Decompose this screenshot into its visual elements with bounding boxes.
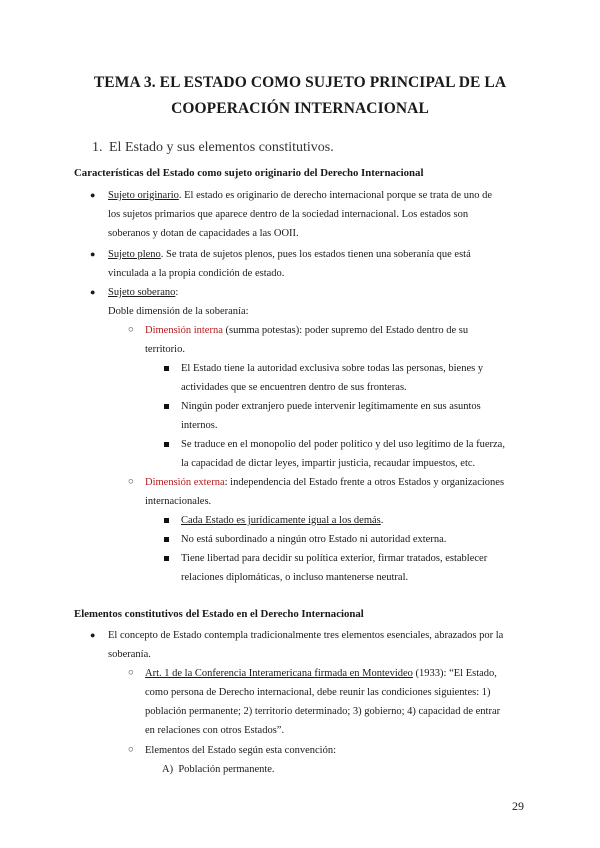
text-line: . El estado es originario de derecho internacional porque se trata de uno de (178, 190, 493, 201)
list-item-interna-1 (181, 359, 526, 397)
term-convencion-montevideo: Art. 1 de la Conferencia Interamericana firmada en Montevideo (145, 668, 413, 679)
text-colon: : (175, 287, 179, 298)
text-line: vinculada a la propia condición de estado. (108, 268, 285, 279)
text-line: internacionales. (145, 496, 212, 507)
text-period: . (380, 515, 384, 526)
term-igualdad-juridica: Cada Estado es jurídicamente igual a los demás (181, 515, 381, 526)
text-line: Ningún poder extranjero puede intervenir legítimamente en sus asuntos (181, 401, 481, 412)
term-dimension-interna: Dimensión interna (145, 325, 223, 336)
paragraph-concepto-estado (108, 626, 526, 664)
text-line: población permanente; 2) territorio determinado; 3) gobierno; 4) capacidad de entrar (145, 706, 501, 717)
paragraph-sujeto-originario (108, 186, 526, 243)
paragraph-sujeto-soberano (108, 283, 526, 321)
text-line: territorio. (145, 344, 185, 355)
text-line: . Se trata de sujetos plenos, pues los estados tienen una soberanía que está (160, 249, 471, 260)
list-item-interna-3 (181, 435, 526, 473)
paragraph-montevideo (145, 664, 526, 740)
text-line: (summa potestas): poder supremo del Estado dentro de su (222, 325, 469, 336)
list-item-interna-2 (181, 397, 526, 435)
text-line: Población permanente. (178, 764, 275, 775)
bullet-icon: ● (90, 190, 96, 200)
square-bullet-icon (164, 366, 169, 371)
page-number: 29 (512, 799, 524, 813)
paragraph-dimension-interna (145, 321, 526, 359)
text-line: Doble dimensión de la soberanía: (108, 306, 249, 317)
term-dimension-externa: Dimensión externa (145, 477, 225, 488)
text-line: la capacidad de dictar leyes, impartir justicia, recaudar impuestos, etc. (181, 458, 476, 469)
text-line: El concepto de Estado contempla tradicionalmente tres elementos esenciales, abrazados por la (108, 630, 504, 641)
text-line: soberanía. (108, 649, 151, 660)
text-line: El Estado tiene la autoridad exclusiva sobre todas las personas, bienes y (181, 363, 484, 374)
section-text: El Estado y sus elementos constitutivos. (109, 140, 334, 155)
square-bullet-icon (164, 518, 169, 523)
text-line: como persona de Derecho internacional, debe reunir las condiciones siguientes: 1) (145, 687, 491, 698)
page-title (60, 70, 540, 122)
list-item-externa-2 (181, 530, 526, 549)
text-line: No está subordinado a ningún otro Estado ni autoridad externa. (181, 534, 447, 545)
square-bullet-icon (164, 537, 169, 542)
text-line: (1933): “El Estado, (412, 668, 497, 679)
text-line: los sujetos primarios que aparece dentro de la sociedad internacional. Los estados son (108, 209, 469, 220)
text-line: en relaciones con otros Estados”. (145, 725, 285, 736)
title-line-1: TEMA 3. EL ESTADO COMO SUJETO PRINCIPAL DE LA (93, 74, 507, 91)
text-line: Elementos del Estado según esta convención: (145, 745, 336, 756)
text-line: : independencia del Estado frente a otros Estados y organizaciones (224, 477, 505, 488)
text-line: Se traduce en el monopolio del poder político y del uso legítimo de la fuerza, (181, 439, 505, 450)
subheading-caracteristicas: Características del Estado como sujeto originario del Derecho Internacional (74, 167, 424, 179)
circle-bullet-icon: ○ (128, 325, 134, 335)
text-line: internos. (181, 420, 218, 431)
title-line-2: COOPERACIÓN INTERNACIONAL (171, 100, 429, 117)
circle-bullet-icon: ○ (128, 745, 134, 755)
list-item-externa-3 (181, 549, 526, 587)
section-heading (92, 140, 334, 156)
list-item-externa-1 (181, 511, 526, 530)
circle-bullet-icon: ○ (128, 477, 134, 487)
paragraph-sujeto-pleno (108, 245, 526, 283)
term-sujeto-originario: Sujeto originario (108, 190, 179, 201)
section-number: 1. (92, 140, 103, 155)
text-line: relaciones diplomáticas, o incluso mantenerse neutral. (181, 572, 409, 583)
list-item-poblacion (162, 760, 526, 779)
square-bullet-icon (164, 556, 169, 561)
circle-bullet-icon: ○ (128, 668, 134, 678)
square-bullet-icon (164, 404, 169, 409)
paragraph-dimension-externa (145, 473, 526, 511)
bullet-icon: ● (90, 249, 96, 259)
bullet-icon: ● (90, 630, 96, 640)
term-sujeto-pleno: Sujeto pleno (108, 249, 161, 260)
list-marker: A) (162, 764, 174, 775)
subheading-elementos: Elementos constitutivos del Estado en el Derecho Internacional (74, 608, 364, 620)
text-line: soberanos y dotan de capacidades a las OOII. (108, 228, 299, 239)
text-line: actividades que se encuentren dentro de sus fronteras. (181, 382, 407, 393)
bullet-icon: ● (90, 287, 96, 297)
paragraph-elementos-convencion (145, 741, 526, 760)
square-bullet-icon (164, 442, 169, 447)
text-line: Tiene libertad para decidir su política exterior, firmar tratados, establecer (181, 553, 488, 564)
term-sujeto-soberano: Sujeto soberano (108, 287, 176, 298)
